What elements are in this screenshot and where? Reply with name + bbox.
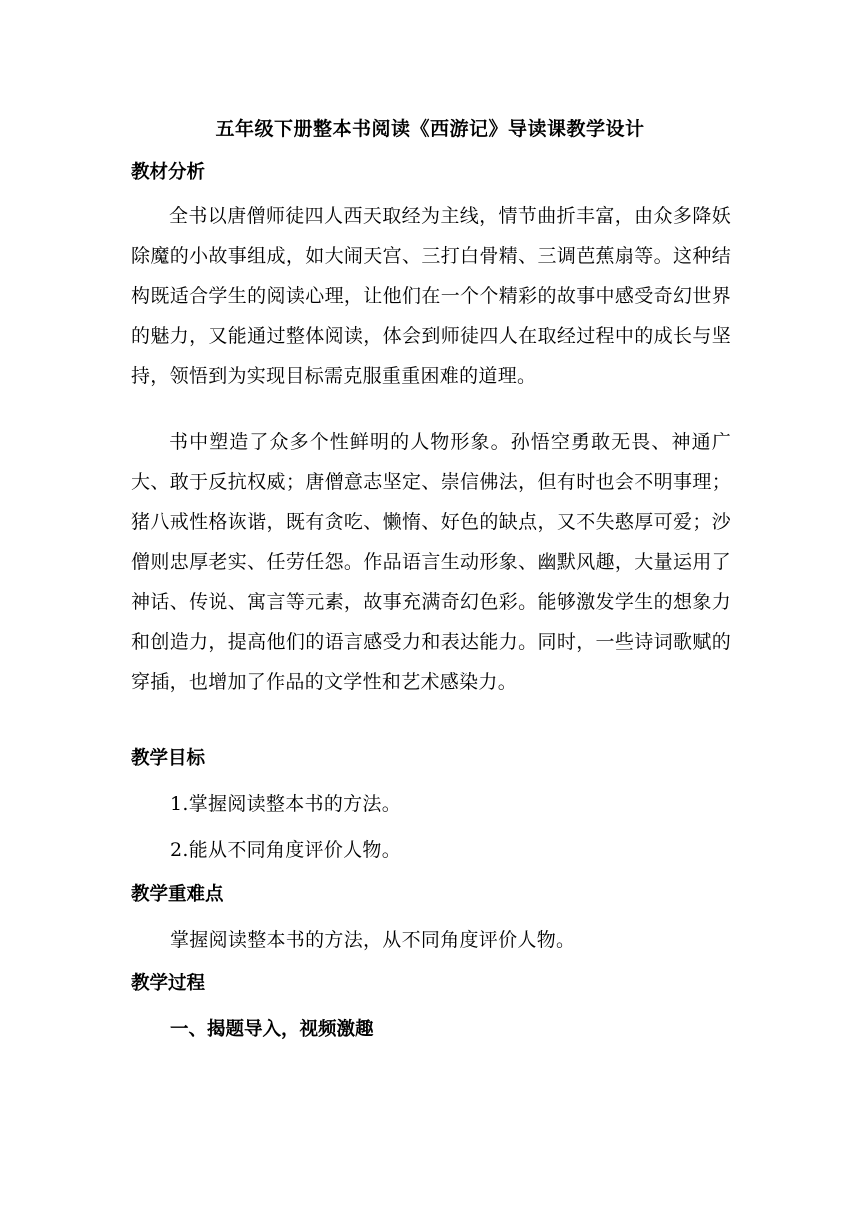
heading-teaching-process: 教学过程: [131, 973, 206, 994]
process-step-1: 一、揭题导入，视频激趣: [170, 1019, 374, 1040]
document-title: 五年级下册整本书阅读《西游记》导读课教学设计: [215, 118, 645, 140]
goal-item-1: 1.掌握阅读整本书的方法。: [170, 793, 402, 815]
heading-key-points: 教学重难点: [131, 884, 224, 905]
paragraph-textbook-analysis-1: 全书以唐僧师徒四人西天取经为主线，情节曲折丰富，由众多降妖除魔的小故事组成，如大闹天宫、三打白骨精、三调芭蕉扇等。这种结构既适合学生的阅读心理，让他们在一个个精彩的故事中感受奇幻世界的魅力，又能通过整体阅读，体会到师徒四人在取经过程中的成长与坚持，领悟到为实现目标需克服重重困难的道理。: [131, 205, 731, 387]
paragraph-textbook-analysis-2: 书中塑造了众多个性鲜明的人物形象。孙悟空勇敢无畏、神通广大、敢于反抗权威；唐僧意志坚定、崇信佛法，但有时也会不明事理；猪八戒性格诙谐，既有贪吃、懒惰、好色的缺点，又不失憨厚可爱；沙僧则忠厚老实、任劳任怨。作品语言生动形象、幽默风趣，大量运用了神话、传说、寓言等元素，故事充满奇幻色彩。能够激发学生的想象力和创造力，提高他们的语言感受力和表达能力。同时，一些诗词歌赋的穿插，也增加了作品的文学性和艺术感染力。: [131, 431, 731, 693]
key-points-text: 掌握阅读整本书的方法，从不同角度评价人物。: [170, 929, 576, 951]
goal-item-2: 2.能从不同角度评价人物。: [170, 839, 402, 861]
heading-teaching-goals: 教学目标: [131, 748, 206, 769]
heading-textbook-analysis: 教材分析: [131, 162, 206, 183]
